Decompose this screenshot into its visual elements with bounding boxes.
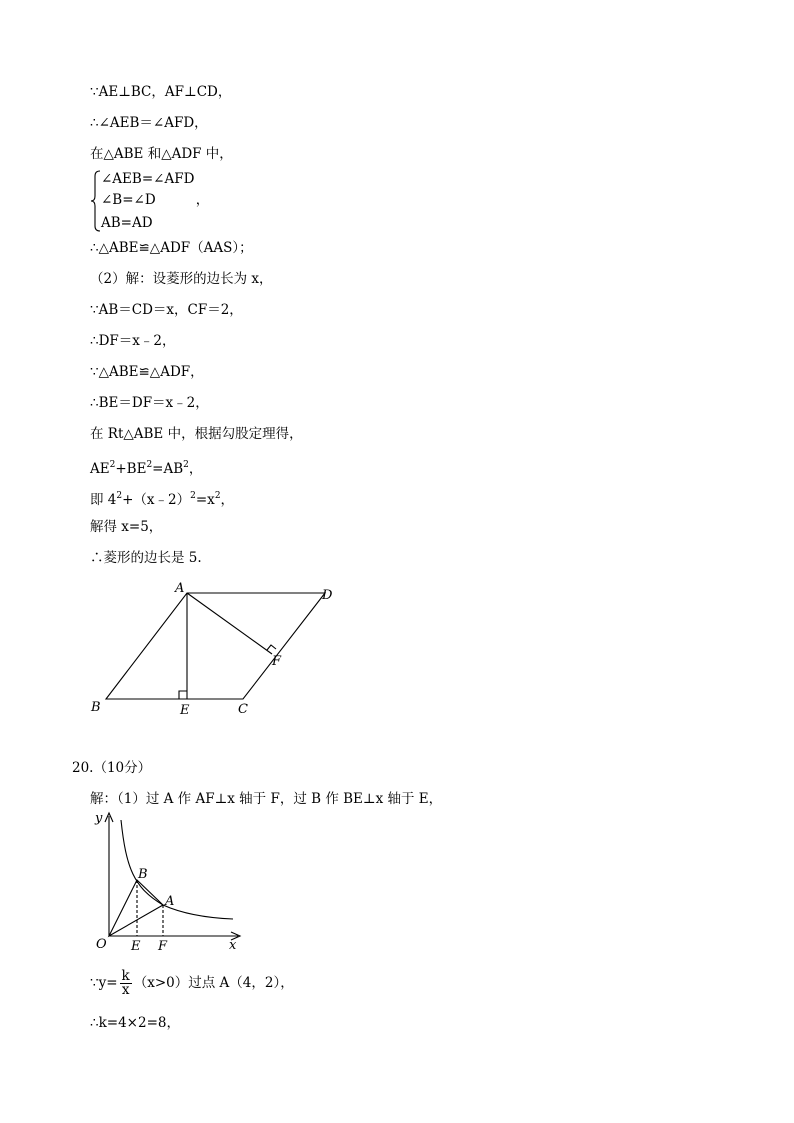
text-line: 解得 x=5， <box>90 519 163 535</box>
right-angle-mark <box>179 691 187 699</box>
text-line: ∴△ABE≌△ADF（AAS）； <box>90 240 253 256</box>
text-line: 在 Rt△ABE 中，根据勾股定理得， <box>90 426 303 442</box>
text-line: 在△ABE 和△ADF 中， <box>90 146 233 162</box>
text-line: ∵AE⊥BC，AF⊥CD， <box>90 84 232 100</box>
label-c: C <box>238 702 248 717</box>
equation-line: 即 $4^2+(x﹣2)^2=x^2$， <box>90 491 235 508</box>
triangle-oab <box>109 880 163 936</box>
label-a: A <box>165 894 175 909</box>
label-a: A <box>175 581 185 596</box>
hyperbola-figure <box>88 808 248 956</box>
question-number: 20.（10分） <box>72 760 152 776</box>
label-f: F <box>272 654 282 669</box>
right-angle-mark <box>267 645 276 650</box>
text-line: ∴k=4×2=8， <box>90 1015 180 1031</box>
segment-af <box>187 593 272 654</box>
label-e: E <box>180 703 190 718</box>
text-line: ∴BE＝DF＝x﹣2， <box>90 395 209 411</box>
label-y: y <box>95 811 103 826</box>
label-b: B <box>138 867 148 882</box>
system-row: ∠B=∠D ， <box>101 192 210 208</box>
equation-line: $AE^2+BE^2=AB^2$， <box>90 460 203 477</box>
text-line: 解：（1）过 A 作 AF⊥x 轴于 F，过 B 作 BE⊥x 轴于 E， <box>90 791 443 807</box>
text-line: ∴菱形的边长是 5. <box>90 550 202 566</box>
equation-line: ∵y= $\frac{k}{x}$ （x>0）过点 A（4，2）， <box>90 968 294 998</box>
rhombus-outline <box>106 593 325 699</box>
text-line: ∴∠AEB＝∠AFD， <box>90 115 208 131</box>
equation-system <box>90 170 290 232</box>
text-line: ∴DF＝x﹣2， <box>90 333 176 349</box>
fraction: $\frac{k}{x}$ <box>121 968 130 998</box>
text-line: ∵AB＝CD＝x，CF＝2， <box>90 302 243 318</box>
text-line: （2）解：设菱形的边长为 x， <box>90 271 273 287</box>
label-e: E <box>131 939 141 954</box>
text-line: ∵△ABE≌△ADF， <box>90 364 204 380</box>
label-o: O <box>96 937 107 952</box>
label-d: D <box>322 588 333 603</box>
system-row: ∠AEB=∠AFD <box>101 171 195 187</box>
system-row: AB=AD <box>101 215 153 231</box>
rhombus-figure <box>85 575 345 725</box>
label-b: B <box>91 700 101 715</box>
label-f: F <box>158 939 168 954</box>
label-x: x <box>229 938 237 953</box>
